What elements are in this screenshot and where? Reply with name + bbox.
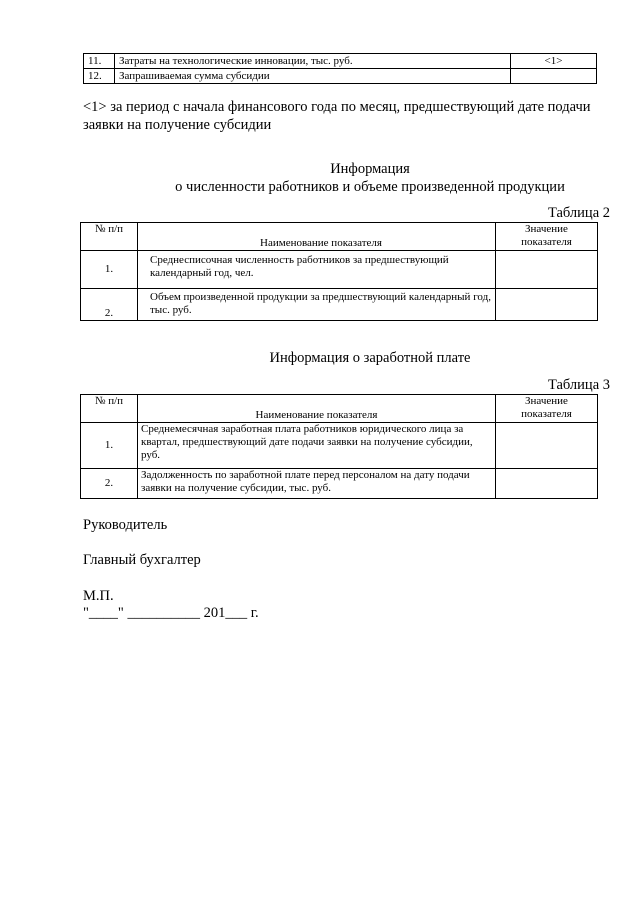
table-row (81, 469, 598, 499)
section2-subtitle: о численности работников и объеме произведенной продукции (175, 179, 565, 195)
row-value (496, 423, 598, 469)
table3-label: Таблица 3 (547, 377, 610, 393)
accountant-signature: Главный бухгалтер (83, 552, 201, 568)
table-header-row (81, 223, 598, 251)
row-number: 2. (81, 469, 138, 499)
indicators-table-continuation (83, 53, 597, 84)
header-num: № п/п (81, 395, 138, 423)
row-name: Среднемесячная заработная плата работников юридического лица за квартал, предшествующий дате подачи заявки на получение субсидии, руб. (138, 423, 496, 469)
row-name: Объем произведенной продукции за предшествующий календарный год, тыс. руб. (138, 289, 496, 321)
table2-label: Таблица 2 (547, 205, 610, 221)
row-name: Задолженность по заработной плате перед персоналом на дату подачи заявки на получение субсидии, тыс. руб. (138, 469, 496, 499)
row-number: 11. (84, 54, 115, 69)
table-header-row (81, 395, 598, 423)
row-number: 2. (81, 289, 138, 321)
table-row (84, 69, 597, 84)
header-value: Значение показателя (496, 223, 598, 251)
row-number: 1. (81, 423, 138, 469)
row-value: <1> (511, 54, 597, 69)
table-row (81, 289, 598, 321)
header-name: Наименование показателя (138, 395, 496, 423)
header-value: Значение показателя (496, 395, 598, 423)
table-row (81, 423, 598, 469)
stamp-placeholder: М.П. (83, 588, 114, 604)
row-value (496, 251, 598, 289)
date-line: "____" __________ 201___ г. (83, 605, 259, 621)
row-value (496, 469, 598, 499)
row-number: 12. (84, 69, 115, 84)
employees-table (80, 222, 598, 321)
row-value (511, 69, 597, 84)
row-name: Затраты на технологические инновации, тыс. руб. (115, 54, 511, 69)
row-value (496, 289, 598, 321)
row-name: Запрашиваемая сумма субсидии (115, 69, 511, 84)
header-name: Наименование показателя (138, 223, 496, 251)
table-row (84, 54, 597, 69)
section2-title: Информация (330, 161, 410, 177)
row-number: 1. (81, 251, 138, 289)
footnote: <1> за период с начала финансового года по месяц, предшествующий дате подачи заявки на получение субсидии (83, 99, 591, 133)
row-name: Среднесписочная численность работников за предшествующий календарный год, чел. (138, 251, 496, 289)
salary-table (80, 394, 598, 499)
section3-title: Информация о заработной плате (269, 350, 471, 366)
head-signature: Руководитель (83, 517, 168, 533)
header-num: № п/п (81, 223, 138, 251)
table-row (81, 251, 598, 289)
